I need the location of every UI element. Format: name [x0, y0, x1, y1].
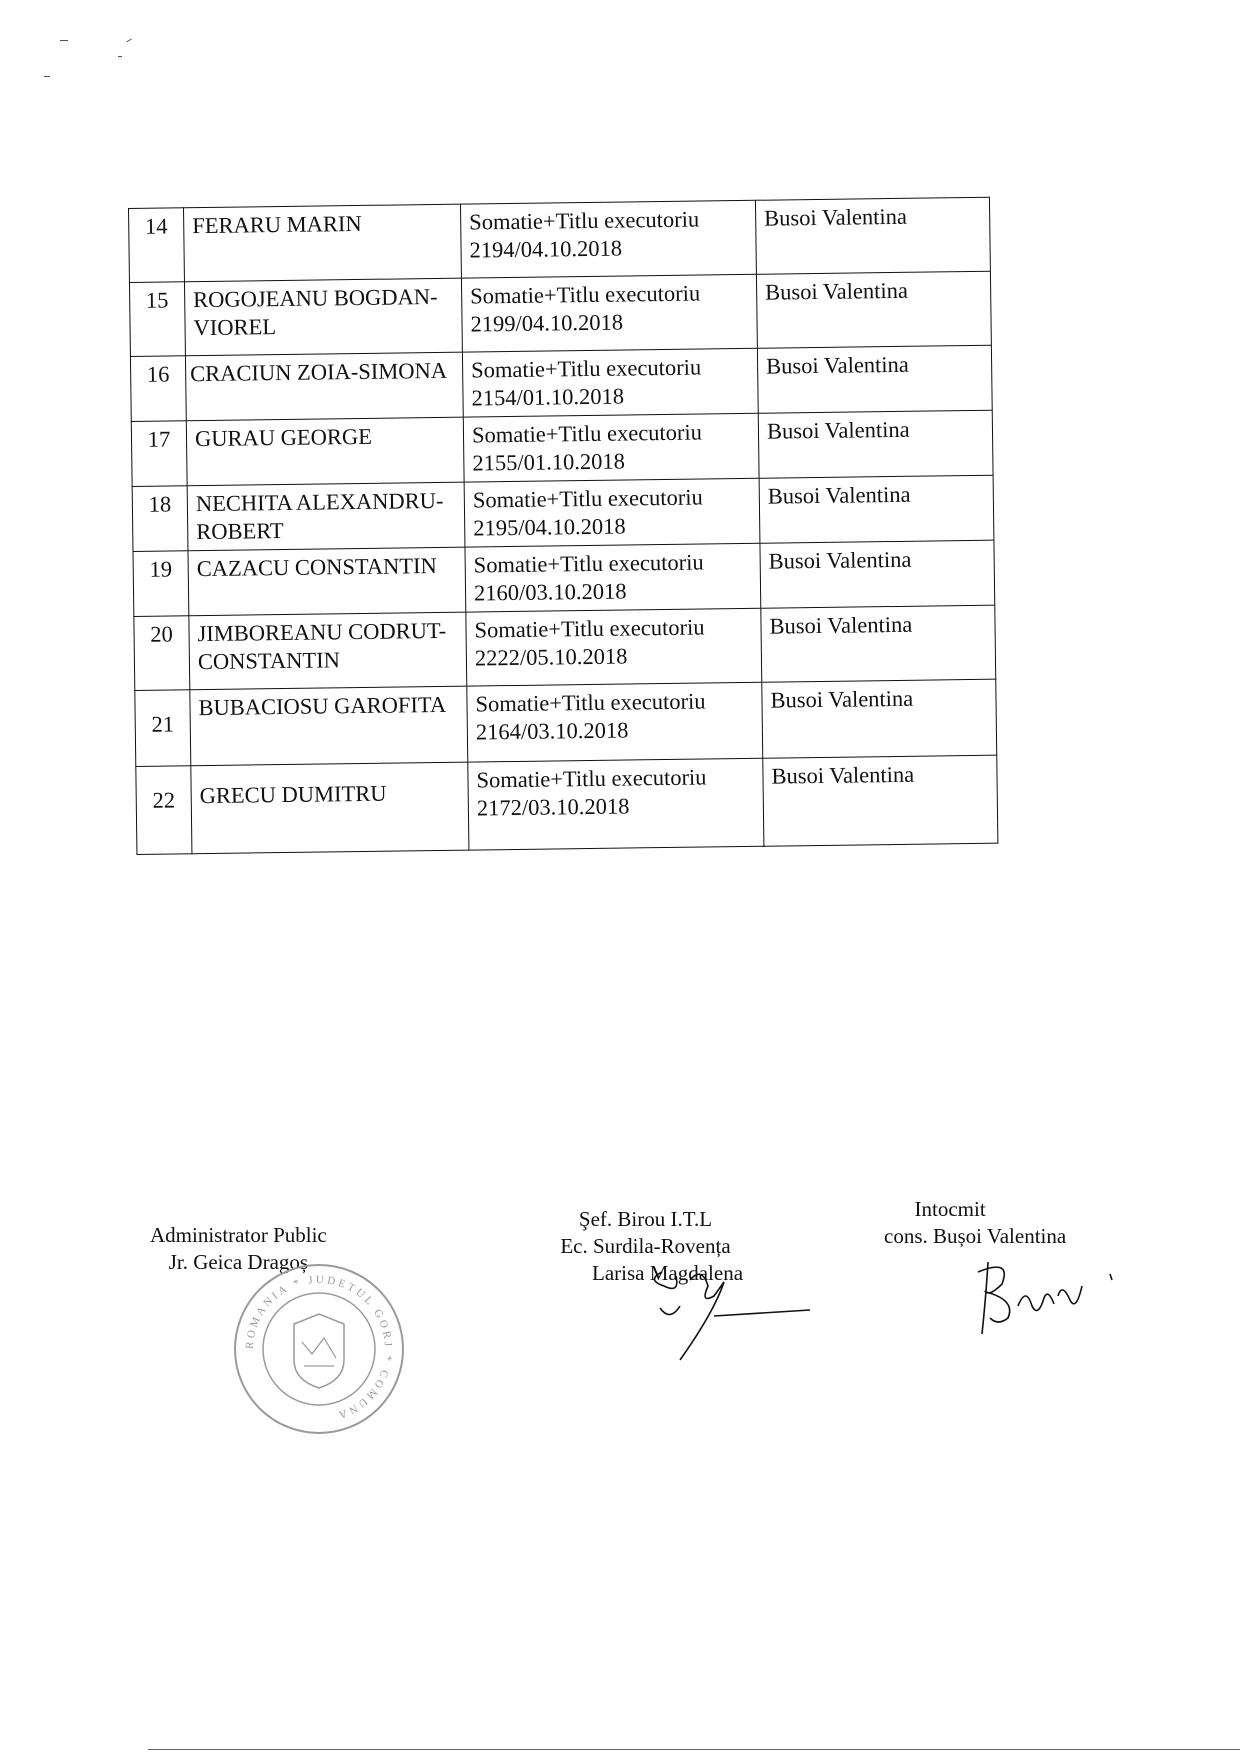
table-row — [134, 605, 996, 690]
handwritten-signature-prepared-by — [972, 1256, 1122, 1336]
records-table — [128, 197, 998, 855]
signatory-name: Ec. Surdila-Rovența — [560, 1234, 731, 1258]
row-number: 15 — [129, 282, 185, 357]
document-reference: Somatie+Titlu executoriu 2199/04.10.2018 — [461, 274, 757, 352]
responsible-person: Busoi Valentina — [763, 755, 998, 846]
document-reference: Somatie+Titlu executoriu 2195/04.10.2018 — [464, 478, 760, 547]
page-bottom-rule — [148, 1749, 1240, 1750]
document-reference: Somatie+Titlu executoriu 2222/05.10.2018 — [466, 608, 762, 686]
responsible-person: Busoi Valentina — [760, 540, 995, 608]
debtor-name: ROGOJEANU BOGDAN-VIOREL — [184, 278, 462, 356]
scan-speck — [60, 40, 68, 41]
document-reference: Somatie+Titlu executoriu 2164/03.10.2018 — [467, 682, 763, 762]
handwritten-signature-office-head — [640, 1264, 820, 1364]
debtor-name: BUBACIOSU GAROFITA — [190, 686, 468, 766]
signatory-title: Şef. Birou I.T.L — [578, 1207, 713, 1231]
debtor-name: CRACIUN ZOIA-SIMONA — [185, 352, 463, 421]
scan-speck — [118, 56, 122, 57]
responsible-person: Busoi Valentina — [759, 475, 994, 543]
row-number: 19 — [133, 551, 189, 617]
debtor-name: JIMBOREANU CODRUT-CONSTANTIN — [189, 612, 467, 690]
records-table-body — [129, 197, 998, 854]
signature-block-prepared-by — [884, 1196, 1066, 1250]
table-row — [130, 345, 992, 421]
row-number: 14 — [129, 208, 185, 283]
document-reference: Somatie+Titlu executoriu 2155/01.10.2018 — [463, 413, 759, 482]
row-number: 18 — [132, 486, 188, 552]
scan-speck — [44, 76, 50, 77]
document-reference: Somatie+Titlu executoriu 2194/04.10.2018 — [460, 200, 756, 278]
document-reference: Somatie+Titlu executoriu 2154/01.10.2018 — [462, 348, 758, 417]
signatory-name: cons. Bușoi Valentina — [884, 1224, 1067, 1248]
signatory-name-continued: Larisa Magdalena — [592, 1261, 744, 1285]
signatory-title: Administrator Public — [150, 1223, 327, 1247]
responsible-person: Busoi Valentina — [761, 605, 996, 682]
responsible-person: Busoi Valentina — [758, 410, 993, 478]
svg-text:ROMANIA * JUDETUL GORJ * COMUN — [244, 1274, 394, 1422]
document-reference: Somatie+Titlu executoriu 2160/03.10.2018 — [465, 543, 761, 612]
table-row — [129, 271, 991, 356]
table-row — [132, 475, 994, 551]
responsible-person: Busoi Valentina — [762, 679, 997, 758]
row-number: 17 — [131, 421, 187, 487]
debtor-name: CAZACU CONSTANTIN — [188, 547, 466, 616]
debtor-name: NECHITA ALEXANDRU-ROBERT — [187, 482, 465, 551]
responsible-person: Busoi Valentina — [755, 197, 990, 274]
official-seal-stamp — [232, 1262, 406, 1436]
row-number: 21 — [135, 690, 191, 767]
row-number: 20 — [134, 616, 190, 691]
scan-speck — [126, 39, 132, 43]
table-row — [129, 197, 991, 282]
responsible-person: Busoi Valentina — [756, 271, 991, 348]
row-number: 22 — [136, 766, 192, 855]
table-row — [133, 540, 995, 616]
seal-text: ROMANIA * JUDETUL GORJ * COMUNA — [243, 1273, 395, 1422]
responsible-person: Busoi Valentina — [757, 345, 992, 413]
row-number: 16 — [130, 356, 186, 422]
table-row — [131, 410, 993, 486]
debtor-name: FERARU MARIN — [184, 204, 462, 282]
debtor-name: GRECU DUMITRU — [191, 762, 469, 854]
signatory-name: Jr. Geica Dragoș — [168, 1250, 309, 1274]
signatory-title: Intocmit — [914, 1197, 986, 1221]
debtor-name: GURAU GEORGE — [186, 417, 464, 486]
table-row — [135, 679, 997, 766]
records-table-wrapper — [128, 197, 998, 855]
table-row — [136, 755, 998, 854]
document-reference: Somatie+Titlu executoriu 2172/03.10.2018 — [468, 758, 764, 850]
